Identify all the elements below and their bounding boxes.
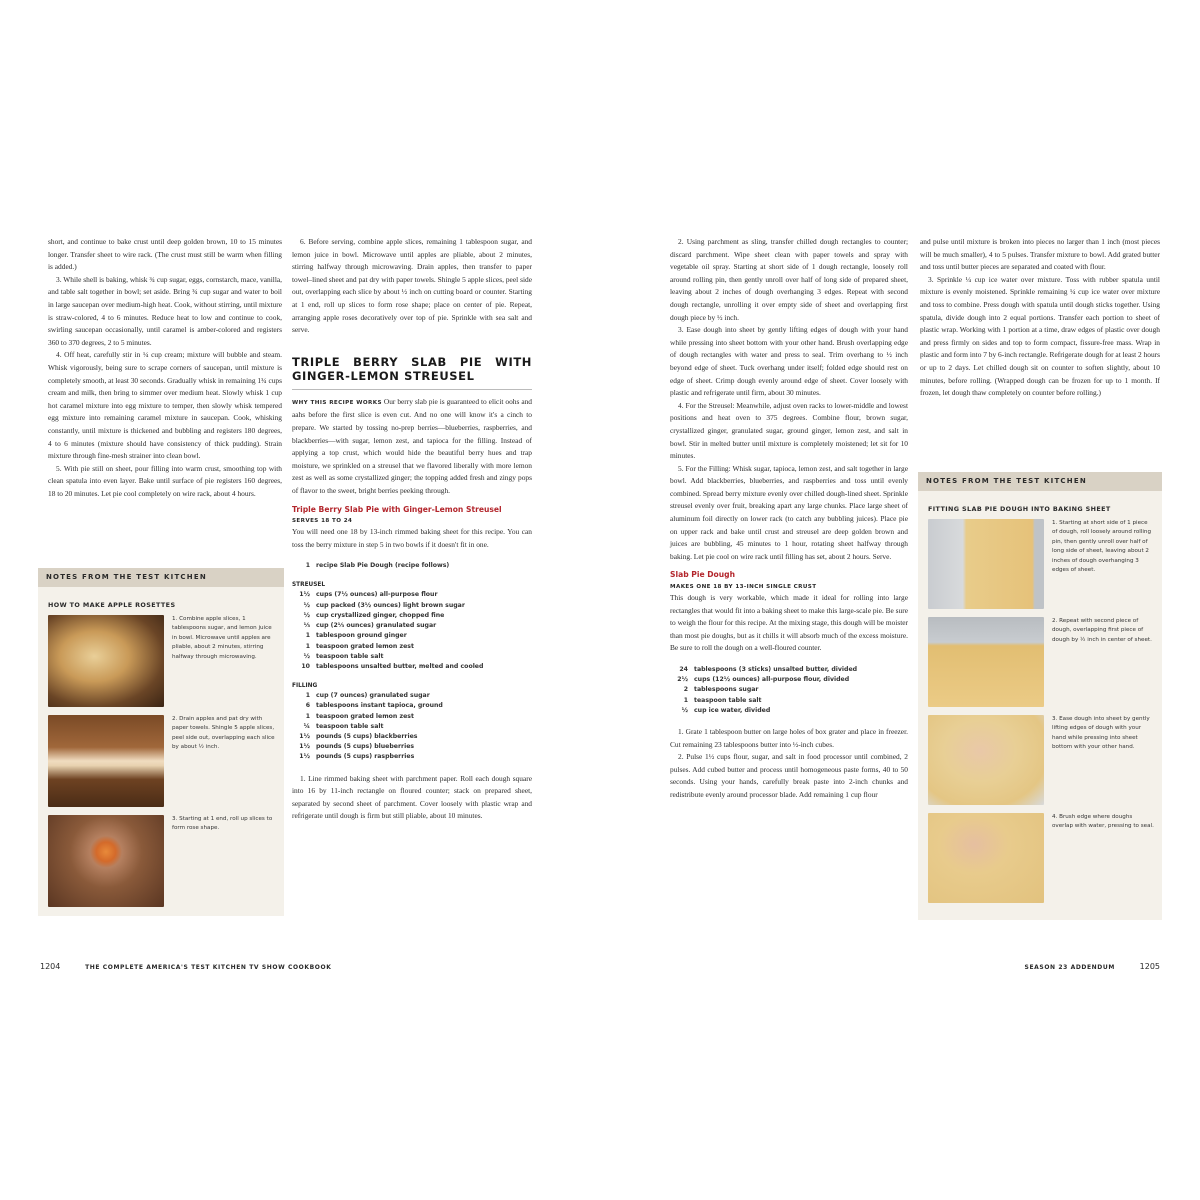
- ingredient: [292, 732, 532, 742]
- ingredient: [292, 652, 532, 662]
- paragraph: 3. Sprinkle ¼ cup ice water over mixture. Toss with rubber spatula until mixture is evenly moistened. Sprinkle remaining ¼ cup ice water over mixture and toss to combine. Press dough with spatula until dough sticks together. Using spatula, divide dough into 2 equal portions. Transfer each portion to sheet of plastic wrap. Working with 1 portion at a time, draw edges of plastic over dough and press firmly on sides and top to form compact, fissure-free mass. Wrap in plastic and form into 7 by 6-inch rectangle. Refrigerate dough for at least 2 hours or up to 2 days. Let chilled dough sit on counter to soften slightly, about 10 minutes, before rolling. (Wrapped dough can be frozen for up to 1 month. If frozen, let dough thaw completely on counter before rolling.): [920, 274, 1160, 398]
- ingredient: [292, 712, 532, 722]
- step-caption: 3. Ease dough into sheet by gently lifting edges of dough with your hand while pressing into sheet bottom with your other hand.: [1052, 716, 1150, 751]
- qty: ½: [303, 652, 310, 660]
- ingredient: [292, 752, 532, 762]
- qty: ¼: [303, 722, 310, 730]
- paragraph: 4. Off heat, carefully stir in ¼ cup cream; mixture will bubble and steam. Whisk vigorously, being sure to scrape corners of saucepan, until mixture is completely smooth, at least 30 seconds. Gradually whisk in remaining 1¾ cups cream and milk, then bring to simmer over medium heat. Slowly whisk 1 cup hot caramel mixture into egg mixture to temper, then slowly whisk tempered egg mixture into remaining caramel mixture in saucepan. Cook, whisking constantly, until mixture is thickened and bubbling and registers 180 degrees, 4 to 6 minutes (mixture should have consistency of thick pudding). Strain mixture through fine-mesh strainer into clean bowl.: [48, 350, 282, 461]
- paragraph: short, and continue to bake crust until deep golden brown, 10 to 15 minutes longer. Transfer sheet to wire rack. (The crust must still be warm when filling is added.): [48, 237, 282, 272]
- qty: 6: [305, 702, 310, 710]
- page-number: 1204: [40, 962, 61, 971]
- recipe-note: You will need one 18 by 13-inch rimmed baking sheet for this recipe. You can toss the berry mixture in step 5 in two bowls if it doesn't fit in one.: [292, 527, 532, 549]
- sidebar-title: HOW TO MAKE APPLE ROSETTES: [48, 601, 176, 609]
- ingredient: [292, 722, 532, 732]
- qty: 2½: [677, 676, 688, 684]
- ingredient: [292, 691, 532, 701]
- ingredient-list-streusel: [292, 590, 532, 672]
- step-caption: 4. Brush edge where doughs overlap with water, pressing to seal.: [1052, 814, 1154, 830]
- qty: 1: [305, 562, 310, 570]
- ingredient-list-base: [292, 561, 532, 571]
- right-footer: [1025, 962, 1160, 971]
- ingredient: [292, 742, 532, 752]
- right-column-2: [920, 236, 1160, 400]
- ingredient: [292, 601, 532, 611]
- page-number: 1205: [1139, 962, 1160, 971]
- ingredient: [292, 590, 532, 600]
- step-caption: 2. Repeat with second piece of dough, overlapping first piece of dough by ½ inch in center of sheet.: [1052, 618, 1152, 643]
- ingredient: [292, 662, 532, 672]
- easing-dough-photo: [928, 715, 1044, 805]
- ingredient: [292, 561, 532, 571]
- qty: 1½: [299, 591, 310, 599]
- item: tablespoons sugar: [694, 686, 759, 694]
- qty: 1: [305, 712, 310, 720]
- left-column-2: [292, 236, 532, 823]
- ingredient: [292, 701, 532, 711]
- brushing-edge-photo: [928, 813, 1044, 903]
- sidebar-step: [928, 617, 1154, 707]
- item: teaspoon table salt: [694, 696, 762, 704]
- sidebar-title: FITTING SLAB PIE DOUGH INTO BAKING SHEET: [928, 505, 1111, 513]
- item: pounds (5 cups) raspberries: [316, 753, 415, 761]
- sidebar-step: [928, 813, 1154, 903]
- item: cup (7 ounces) granulated sugar: [316, 692, 430, 700]
- sidebar-header: NOTES FROM THE TEST KITCHEN: [38, 568, 284, 587]
- ingredient: [292, 642, 532, 652]
- sidebar-step: [928, 715, 1154, 805]
- step-caption: 1. Combine apple slices, 1 tablespoons sugar, and lemon juice in bowl. Microwave until apples are pliable, about 2 minutes, stirring halfway through microwaving.: [172, 616, 272, 660]
- intro-text: Our berry slab pie is guaranteed to elicit oohs and aahs before the first slice is even cut. And no one will know it's a cinch to prepare. We started by tossing no-prep berries—blueberries, raspberries, and blackberries—with sugar, lemon zest, and tapioca for the filling. Instead of applying a top crust, which would hide the beautiful berry hues and trap moisture, we sprinkled on a streusel that we flavored liberally with more lemon zest as well as some crystallized ginger; the topping added fresh and zingy pops of flavor to the sweet, bright berries peeking through.: [292, 396, 532, 495]
- rolling-dough-photo: [928, 519, 1044, 609]
- ingredient: [670, 685, 908, 695]
- item: cups (7½ ounces) all-purpose flour: [316, 591, 438, 599]
- item: cup ice water, divided: [694, 706, 771, 714]
- item: pounds (5 cups) blueberries: [316, 743, 415, 751]
- item: cup packed (3½ ounces) light brown sugar: [316, 601, 465, 609]
- paragraph: and pulse until mixture is broken into pieces no larger than 1 inch (most pieces will be much smaller), 4 to 5 pulses. Transfer mixture to bowl. Add grated butter and toss until butter pieces are separated and coated with flour.: [920, 237, 1160, 272]
- paragraph: 2. Pulse 1½ cups flour, sugar, and salt in food processor until combined, 2 pulses. Add cubed butter and process until homogeneous paste forms, 40 to 50 seconds. Using your hands, carefully break paste into 2-inch chunks and redistribute evenly around processor blade. Add remaining 1 cup flour: [670, 752, 908, 799]
- filling-label: FILLING: [292, 683, 318, 690]
- step-caption: 3. Starting at 1 end, roll up slices to form rose shape.: [172, 816, 273, 832]
- ingredient: [292, 621, 532, 631]
- paragraph: 2. Using parchment as sling, transfer chilled dough rectangles to counter; discard parchment. Wipe sheet clean with paper towels and spray with vegetable oil spray. Starting at short side of 1 dough rectangle, loosely roll around rolling pin, then gently unroll over half of long side of prepared sheet, leaving about 2 inches of dough overhanging 3 edges. Repeat with second dough rectangle, unrolling it over empty side of sheet and overlapping first dough piece by ½ inch.: [670, 237, 908, 322]
- apple-slices-bowl-photo: [48, 615, 164, 707]
- item: teaspoon grated lemon zest: [316, 642, 414, 650]
- paragraph: 5. For the Filling: Whisk sugar, tapioca, lemon zest, and salt together in large bowl. Add blackberries, blueberries, and raspberries and toss until evenly combined. Spread berry mixture evenly over chilled dough-lined sheet. Sprinkle streusel evenly over fruit, breaking apart any large chunks. Place large sheet of aluminum foil directly on lower rack (to catch any bubbling juices). Place pie on upper rack and bake until crust and streusel are deep golden brown and juices are bubbling, 45 minutes to 1 hour, rotating sheet halfway through baking. Let pie cool on wire rack until filling has set, about 2 hours. Serve.: [670, 463, 908, 561]
- step-caption: 2. Drain apples and pat dry with paper towels. Shingle 5 apple slices, peel side out, overlapping each slice by about ½ inch.: [172, 716, 275, 751]
- recipe-heading: TRIPLE BERRY SLAB PIE WITH GINGER-LEMON STREUSEL: [292, 355, 532, 390]
- item: teaspoon table salt: [316, 652, 384, 660]
- streusel-label: STREUSEL: [292, 582, 326, 589]
- item: tablespoons (3 sticks) unsalted butter, divided: [694, 666, 858, 673]
- right-column-1: [670, 236, 908, 802]
- paragraph: 3. Ease dough into sheet by gently lifting edges of dough with your hand while pressing into sheet bottom with your other hand. Brush overlapping edge of dough rectangles with water and press to seal. Trim overhang to ½ inch beyond edge of sheet. Tuck overhang under itself; folded edge should rest on edge of sheet. Crimp dough evenly around edge of sheet. Cover loosely with plastic and refrigerate until firm, about 30 minutes.: [670, 325, 908, 398]
- dough-intro: This dough is very workable, which made it ideal for rolling into large rectangles that would fit into a baking sheet to make this large-scale pie. Be sure to weigh the flour for this recipe. At the mixing stage, this dough will be moister than most pie doughs, but as it chills it will absorb much of the excess moisture. Be sure to roll the dough on a well-floured counter.: [670, 593, 908, 653]
- qty: 1: [305, 642, 310, 650]
- shingled-apples-photo: [48, 715, 164, 807]
- ingredient: [292, 631, 532, 641]
- ingredient-list-filling: [292, 691, 532, 762]
- qty: ½: [681, 706, 688, 714]
- item: tablespoons unsalted butter, melted and cooled: [316, 662, 484, 670]
- sidebar-step: [48, 615, 276, 707]
- apple-rosettes-sidebar: [38, 568, 284, 916]
- qty: ⅓: [303, 622, 310, 630]
- dough-makes: MAKES ONE 18 BY 13-INCH SINGLE CRUST: [670, 584, 817, 591]
- recipe-title: Triple Berry Slab Pie with Ginger-Lemon Streusel: [292, 504, 502, 514]
- sidebar-step: [48, 815, 276, 907]
- paragraph: 4. For the Streusel: Meanwhile, adjust oven racks to lower-middle and lowest positions and heat oven to 375 degrees. Combine flour, brown sugar, crystallized ginger, granulated sugar, ground ginger, lemon zest, and salt in bowl. Stir in melted butter until mixture is completely moistened; let sit for 10 minutes.: [670, 400, 908, 461]
- item: teaspoon grated lemon zest: [316, 712, 414, 720]
- paragraph: 1. Line rimmed baking sheet with parchment paper. Roll each dough square into 16 by 11-inch rectangle on floured counter; stack on prepared sheet, separated by second sheet of parchment. Cover loosely with plastic wrap and refrigerate until dough is firm but still pliable, about 10 minutes.: [292, 773, 532, 821]
- qty: 1: [305, 632, 310, 640]
- slab-dough-sidebar: [918, 472, 1162, 920]
- recipe-intro: [292, 396, 532, 498]
- step-caption: 1. Starting at short side of 1 piece of dough, roll loosely around rolling pin, then gently unroll over half of long side of sheet, leaving about 2 inches of dough overhanging 3 edges of sheet.: [1052, 520, 1152, 574]
- sidebar-step: [928, 519, 1154, 609]
- intro-lead: WHY THIS RECIPE WORKS: [292, 399, 382, 406]
- item: cup crystallized ginger, chopped fine: [316, 611, 445, 619]
- qty: 1: [683, 696, 688, 704]
- left-column-1: [48, 236, 282, 500]
- item: tablespoons instant tapioca, ground: [316, 702, 443, 710]
- paragraph: 3. While shell is baking, whisk ¾ cup sugar, eggs, cornstarch, mace, vanilla, and table salt together in bowl; set aside. Bring ¾ cup sugar and water to boil in large saucepan over medium-high heat. Cook, without stirring, until mixture is straw-colored, 4 to 6 minutes. Reduce heat to low and continue to cook, swirling saucepan occasionally, until caramel is amber-colored and registers 360 to 370 degrees, 2 to 5 minutes.: [48, 274, 282, 347]
- item: tablespoon ground ginger: [316, 632, 407, 640]
- left-footer: [40, 962, 331, 971]
- qty: ½: [303, 611, 310, 619]
- item: teaspoon table salt: [316, 722, 384, 730]
- sidebar-header: NOTES FROM THE TEST KITCHEN: [918, 472, 1162, 491]
- ingredient: [670, 706, 908, 716]
- book-title: THE COMPLETE AMERICA'S TEST KITCHEN TV SHOW COOKBOOK: [85, 964, 332, 971]
- sidebar-step: [48, 715, 276, 807]
- qty: ½: [303, 601, 310, 609]
- paragraph: 5. With pie still on sheet, pour filling into warm crust, smoothing top with clean spatula into even layer. Bake until surface of pie registers 160 degrees, 18 to 20 minutes. Let pie cool completely on wire rack, about 4 hours.: [48, 463, 282, 498]
- ingredient: [670, 665, 908, 675]
- qty: 24: [679, 666, 688, 673]
- ingredient-list-dough: [670, 665, 908, 716]
- recipe-serves: SERVES 18 TO 24: [292, 518, 353, 525]
- qty: 1: [305, 692, 310, 700]
- overlapping-dough-photo: [928, 617, 1044, 707]
- section-title: SEASON 23 ADDENDUM: [1024, 964, 1115, 971]
- qty: 1½: [299, 732, 310, 740]
- qty: 1½: [299, 753, 310, 761]
- qty: 2: [683, 686, 688, 694]
- item: recipe Slab Pie Dough (recipe follows): [316, 562, 450, 570]
- item: cup (2⅓ ounces) granulated sugar: [316, 622, 437, 630]
- ingredient: [292, 611, 532, 621]
- item: pounds (5 cups) blackberries: [316, 732, 418, 740]
- qty: 10: [301, 662, 310, 670]
- paragraph: 1. Grate 1 tablespoon butter on large holes of box grater and place in freezer. Cut remaining 23 tablespoons butter into ½-inch cubes.: [670, 727, 908, 749]
- item: cups (12½ ounces) all-purpose flour, divided: [694, 676, 850, 684]
- ingredient: [670, 675, 908, 685]
- ingredient: [670, 696, 908, 706]
- dough-title: Slab Pie Dough: [670, 570, 736, 580]
- paragraph: 6. Before serving, combine apple slices, remaining 1 tablespoon sugar, and lemon juice in bowl. Microwave until apples are pliable, about 2 minutes, stirring halfway through microwaving. Drain apples, then transfer to paper towel–lined sheet and pat dry with paper towels. Shingle 5 apple slices, peel side out, overlapping each slice by about ½ inch on cutting board or counter. Starting at 1 end, roll up slices to form rose shape; place on center of pie. Repeat, arranging apple roses decoratively over top of pie. Sprinkle with sea salt and serve.: [292, 237, 532, 335]
- qty: 1½: [299, 743, 310, 751]
- apple-rose-photo: [48, 815, 164, 907]
